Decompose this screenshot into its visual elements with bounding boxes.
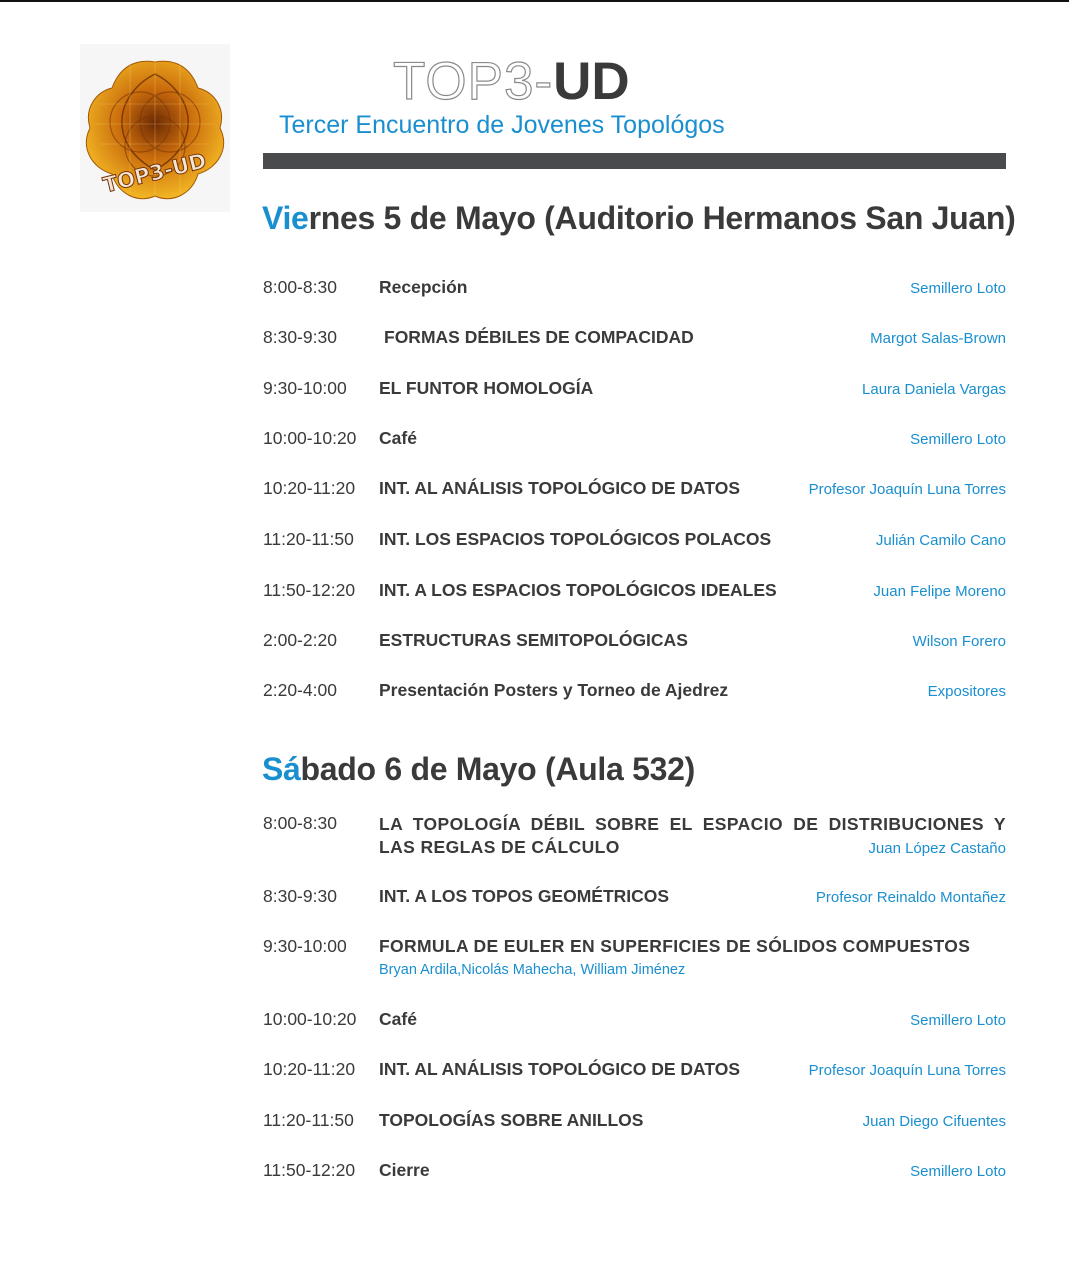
day2-heading-rest: bado 6 de Mayo (Aula 532) [300,751,695,787]
session-speaker: Juan Diego Cifuentes [862,1113,1006,1130]
session-speaker: Juan Felipe Moreno [873,583,1006,600]
session-time: 8:30-9:30 [263,886,337,906]
session-speaker: Juan López Castaño [868,840,1006,857]
schedule-row [263,813,1006,863]
session-time: 2:20-4:00 [263,680,337,700]
session-speaker: Semillero Loto [910,280,1006,297]
session-title: TOPOLOGÍAS SOBRE ANILLOS [379,1110,644,1130]
session-time: 10:20-11:20 [263,1059,356,1079]
session-time: 11:50-12:20 [263,1160,356,1180]
session-speaker: Profesor Reinaldo Montañez [815,889,1006,906]
schedule-row [263,936,1006,984]
day2-heading [262,751,695,788]
session-time: 9:30-10:00 [263,378,347,398]
session-title: Cierre [379,1160,430,1180]
session-speaker: Margot Salas-Brown [870,330,1006,347]
top-border [0,0,1069,2]
logo-label: TOP3-UD [100,148,209,198]
session-title: INT. AL ANÁLISIS TOPOLÓGICO DE DATOS [379,1059,741,1079]
logo-graphic [80,44,230,212]
session-speaker: Semillero Loto [910,431,1006,448]
session-time: 8:00-8:30 [263,277,337,297]
brand-light: TOP3- [393,52,554,111]
session-speaker: Julián Camilo Cano [875,532,1006,549]
session-speaker: Semillero Loto [910,1012,1006,1029]
session-title: Café [379,428,417,448]
session-time: 2:00-2:20 [263,630,337,650]
session-title: Recepción [379,277,468,297]
day1-heading-rest: rnes 5 de Mayo (Auditorio Hermanos San Juan) [308,200,1016,236]
day1-heading [262,200,1016,237]
session-time: 10:00-10:20 [263,1009,357,1029]
day1-heading-highlight: Vie [262,200,309,236]
session-title: FORMULA DE EULER EN SUPERFICIES DE SÓLIDOS COMPUESTOS [379,936,971,956]
event-logo [80,44,230,212]
header-divider-bar [263,153,1006,169]
session-time: 9:30-10:00 [263,936,347,956]
session-title: INT. A LOS TOPOS GEOMÉTRICOS [379,886,670,906]
session-title: INT. AL ANÁLISIS TOPOLÓGICO DE DATOS [379,478,741,498]
brand-wordmark [393,52,630,112]
session-time: 11:50-12:20 [263,580,356,600]
session-title: INT. A LOS ESPACIOS TOPOLÓGICOS IDEALES [379,580,777,600]
session-time: 10:20-11:20 [263,478,356,498]
session-time: 8:30-9:30 [263,327,337,347]
session-speaker: Profesor Joaquín Luna Torres [808,481,1006,498]
session-speaker: Bryan Ardila,Nicolás Mahecha, William Jiménez [379,962,686,978]
session-title: ESTRUCTURAS SEMITOPOLÓGICAS [379,630,688,650]
session-title: EL FUNTOR HOMOLOGÍA [379,378,594,398]
session-title: Presentación Posters y Torneo de Ajedrez [379,680,729,700]
day2-heading-highlight: Sá [262,751,301,787]
session-title: Café [379,1009,417,1029]
session-title: FORMAS DÉBILES DE COMPACIDAD [384,327,694,347]
session-time: 10:00-10:20 [263,428,357,448]
session-speaker: Expositores [927,683,1006,700]
session-title: INT. LOS ESPACIOS TOPOLÓGICOS POLACOS [379,529,772,549]
session-speaker: Wilson Forero [912,633,1006,650]
session-speaker: Semillero Loto [910,1163,1006,1180]
session-title: LA TOPOLOGÍA DÉBIL SOBRE EL ESPACIO DE DISTRIBUCIONES Y LAS REGLAS DE CÁLCULO [379,814,1006,857]
brand-bold: UD [553,52,630,111]
session-speaker: Profesor Joaquín Luna Torres [808,1062,1006,1079]
session-time: 11:20-11:50 [263,529,354,549]
session-speaker: Laura Daniela Vargas [862,381,1006,398]
event-subtitle: Tercer Encuentro de Jovenes Topológos [279,111,725,139]
session-time: 8:00-8:30 [263,813,337,833]
session-time: 11:20-11:50 [263,1110,354,1130]
